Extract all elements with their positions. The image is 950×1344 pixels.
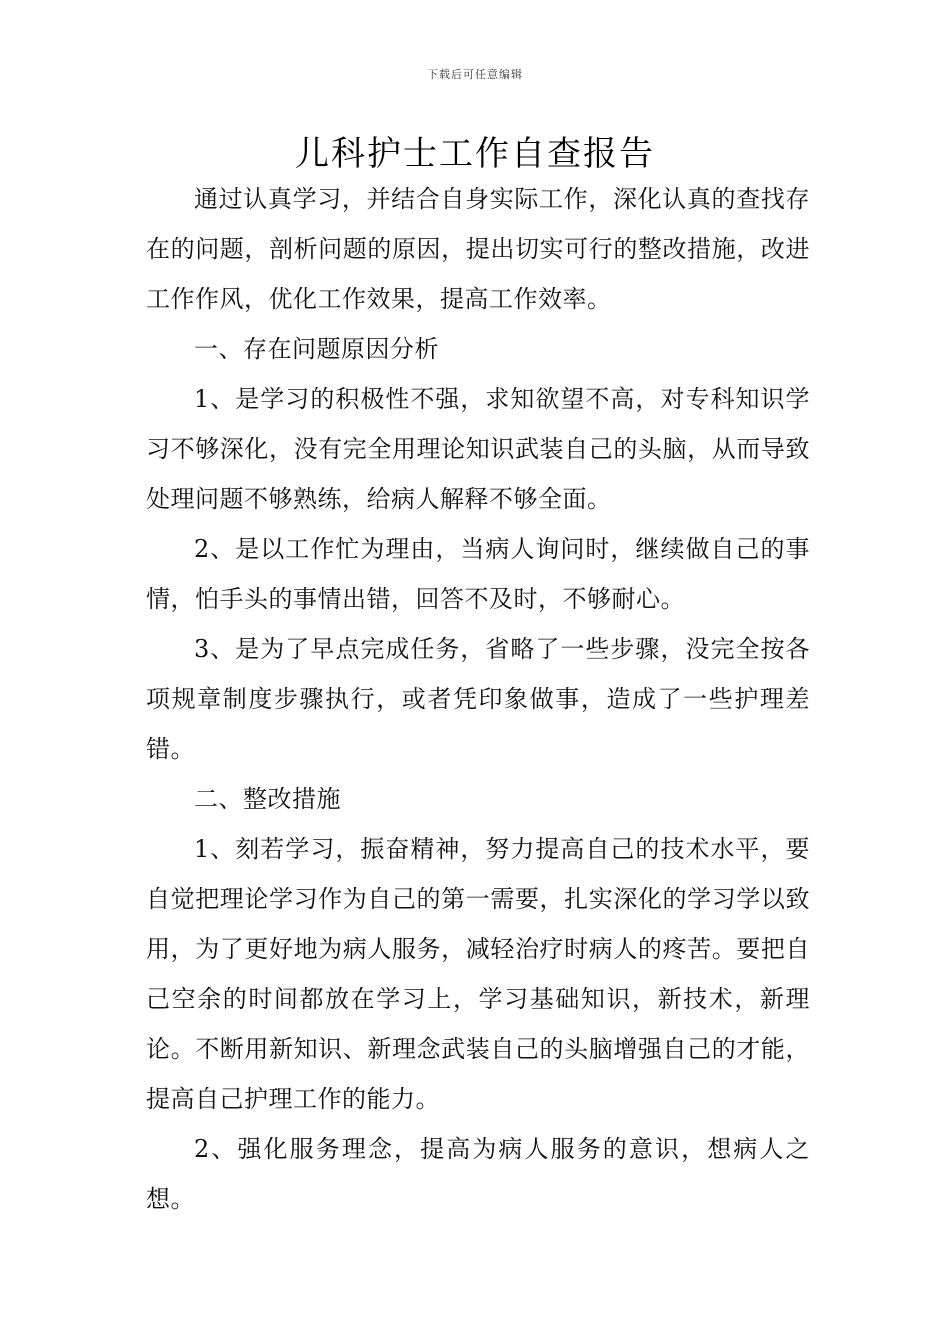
measure-item-1: 1、刻若学习，振奋精神，努力提高自己的技术水平，要自觉把理论学习作为自己的第一需要，扎实深化的学习学以致用，为了更好地为病人服务，减轻治疗时病人的疼苦。要把自己空余的时间都放在学习上，学习基础知识，新技术，新理论。不断用新知识、新理念武装自己的头脑增强自己的才能，提高自己护理工作的能力。 [146,835,810,1113]
document-body [146,174,810,1224]
section-heading-measures: 二、整改措施 [194,785,341,813]
header-note: 下载后可任意编辑 [427,68,523,81]
problem-item-3: 3、是为了早点完成任务，省略了一些步骤，没完全按各项规章制度步骤执行，或者凭印象做事，造成了一些护理差错。 [146,635,810,763]
document-title: 儿科护士工作自查报告 [295,134,655,174]
problem-item-2: 2、是以工作忙为理由，当病人询问时，继续做自己的事情，怕手头的事情出错，回答不及时，不够耐心。 [146,535,810,613]
section-heading-problems: 一、存在问题原因分析 [194,335,439,363]
intro-paragraph: 通过认真学习，并结合自身实际工作，深化认真的查找存在的问题，剖析问题的原因，提出切实可行的整改措施，改进工作作风，优化工作效果，提高工作效率。 [146,185,810,313]
problem-item-1: 1、是学习的积极性不强，求知欲望不高，对专科知识学习不够深化，没有完全用理论知识武装自己的头脑，从而导致处理问题不够熟练，给病人解释不够全面。 [146,385,810,513]
measure-item-2: 2、强化服务理念，提高为病人服务的意识，想病人之想。 [146,1135,810,1213]
